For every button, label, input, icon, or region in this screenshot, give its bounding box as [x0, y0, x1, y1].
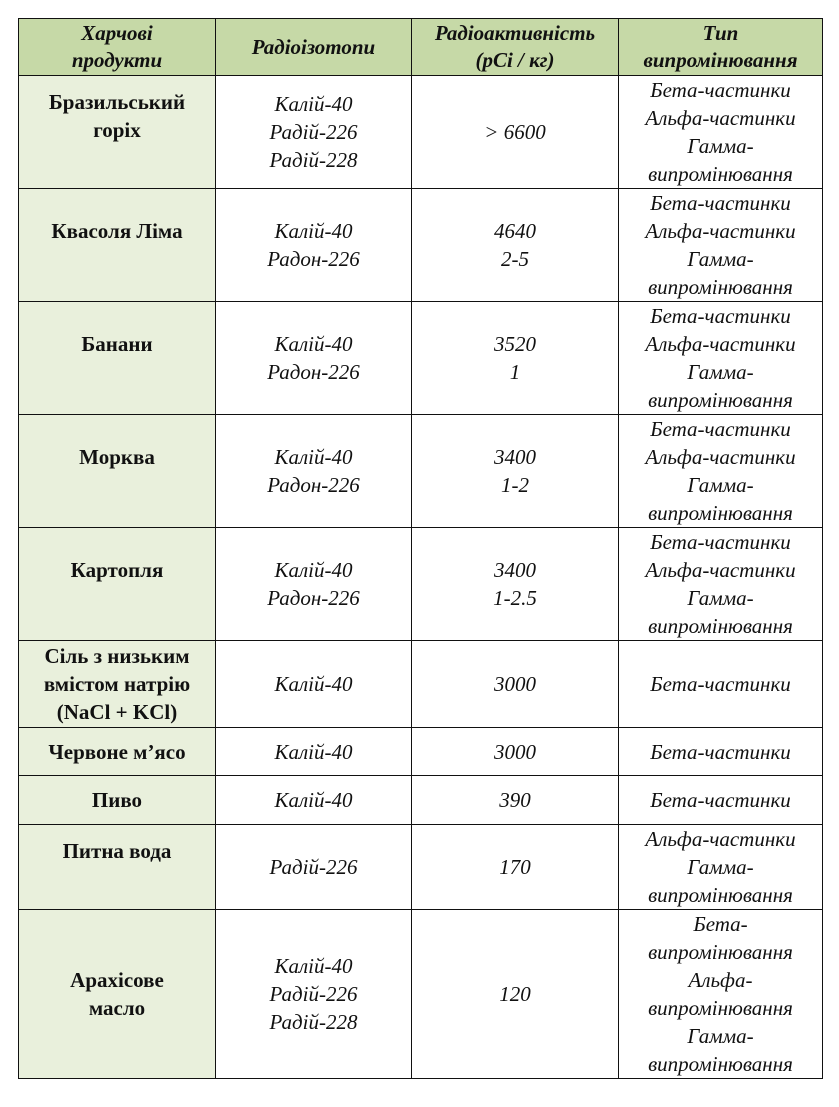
food-cell: Банани	[19, 302, 216, 415]
isotopes-cell: Калій-40 Радій-226 Радій-228	[216, 76, 412, 189]
activity-cell: 170	[412, 825, 619, 910]
radiation-cell: Бета- випромінювання Альфа- випромінювання Гамма- випромінювання	[619, 910, 823, 1079]
table-row	[19, 528, 823, 641]
table-row	[19, 189, 823, 302]
isotopes-cell: Калій-40 Радон-226	[216, 528, 412, 641]
food-cell: Морква	[19, 415, 216, 528]
radiation-cell: Бета-частинки	[619, 641, 823, 728]
food-cell: Пиво	[19, 776, 216, 825]
radiation-cell: Альфа-частинки Гамма- випромінювання	[619, 825, 823, 910]
header-food: Харчові продукти	[19, 19, 216, 76]
table-row	[19, 76, 823, 189]
radiation-cell: Бета-частинки	[619, 728, 823, 776]
table-row	[19, 910, 823, 1079]
radioactivity-table	[18, 18, 823, 1079]
header-radiation-type: Тип випромінювання	[619, 19, 823, 76]
isotopes-cell: Калій-40 Радон-226	[216, 302, 412, 415]
activity-cell: > 6600	[412, 76, 619, 189]
radiation-cell: Бета-частинки Альфа-частинки Гамма- випромінювання	[619, 528, 823, 641]
radiation-cell: Бета-частинки	[619, 776, 823, 825]
radiation-cell: Бета-частинки Альфа-частинки Гамма- випромінювання	[619, 415, 823, 528]
radiation-cell: Бета-частинки Альфа-частинки Гамма- випромінювання	[619, 302, 823, 415]
activity-cell: 3400 1-2.5	[412, 528, 619, 641]
activity-cell: 390	[412, 776, 619, 825]
header-isotopes: Радіоізотопи	[216, 19, 412, 76]
activity-cell: 3400 1-2	[412, 415, 619, 528]
table-row	[19, 825, 823, 910]
activity-cell: 4640 2-5	[412, 189, 619, 302]
food-cell: Червоне м’ясо	[19, 728, 216, 776]
food-cell: Картопля	[19, 528, 216, 641]
radiation-cell: Бета-частинки Альфа-частинки Гамма- випромінювання	[619, 189, 823, 302]
isotopes-cell: Калій-40 Радон-226	[216, 415, 412, 528]
food-cell: Квасоля Ліма	[19, 189, 216, 302]
food-cell: Арахісове масло	[19, 910, 216, 1079]
activity-cell: 3000	[412, 641, 619, 728]
food-cell: Сіль з низьким вмістом натрію (NaCl + KCl)	[19, 641, 216, 728]
isotopes-cell: Калій-40 Радон-226	[216, 189, 412, 302]
activity-cell: 120	[412, 910, 619, 1079]
activity-cell: 3000	[412, 728, 619, 776]
header-activity: Радіоактивність (pCi / кг)	[412, 19, 619, 76]
food-cell: Питна вода	[19, 825, 216, 910]
radiation-cell: Бета-частинки Альфа-частинки Гамма- випромінювання	[619, 76, 823, 189]
table-row	[19, 302, 823, 415]
isotopes-cell: Радій-226	[216, 825, 412, 910]
table-row	[19, 776, 823, 825]
activity-cell: 3520 1	[412, 302, 619, 415]
table-row	[19, 415, 823, 528]
isotopes-cell: Калій-40	[216, 776, 412, 825]
isotopes-cell: Калій-40	[216, 728, 412, 776]
header-row	[19, 19, 823, 76]
table-row	[19, 728, 823, 776]
isotopes-cell: Калій-40 Радій-226 Радій-228	[216, 910, 412, 1079]
isotopes-cell: Калій-40	[216, 641, 412, 728]
food-cell: Бразильський горіх	[19, 76, 216, 189]
table-row	[19, 641, 823, 728]
